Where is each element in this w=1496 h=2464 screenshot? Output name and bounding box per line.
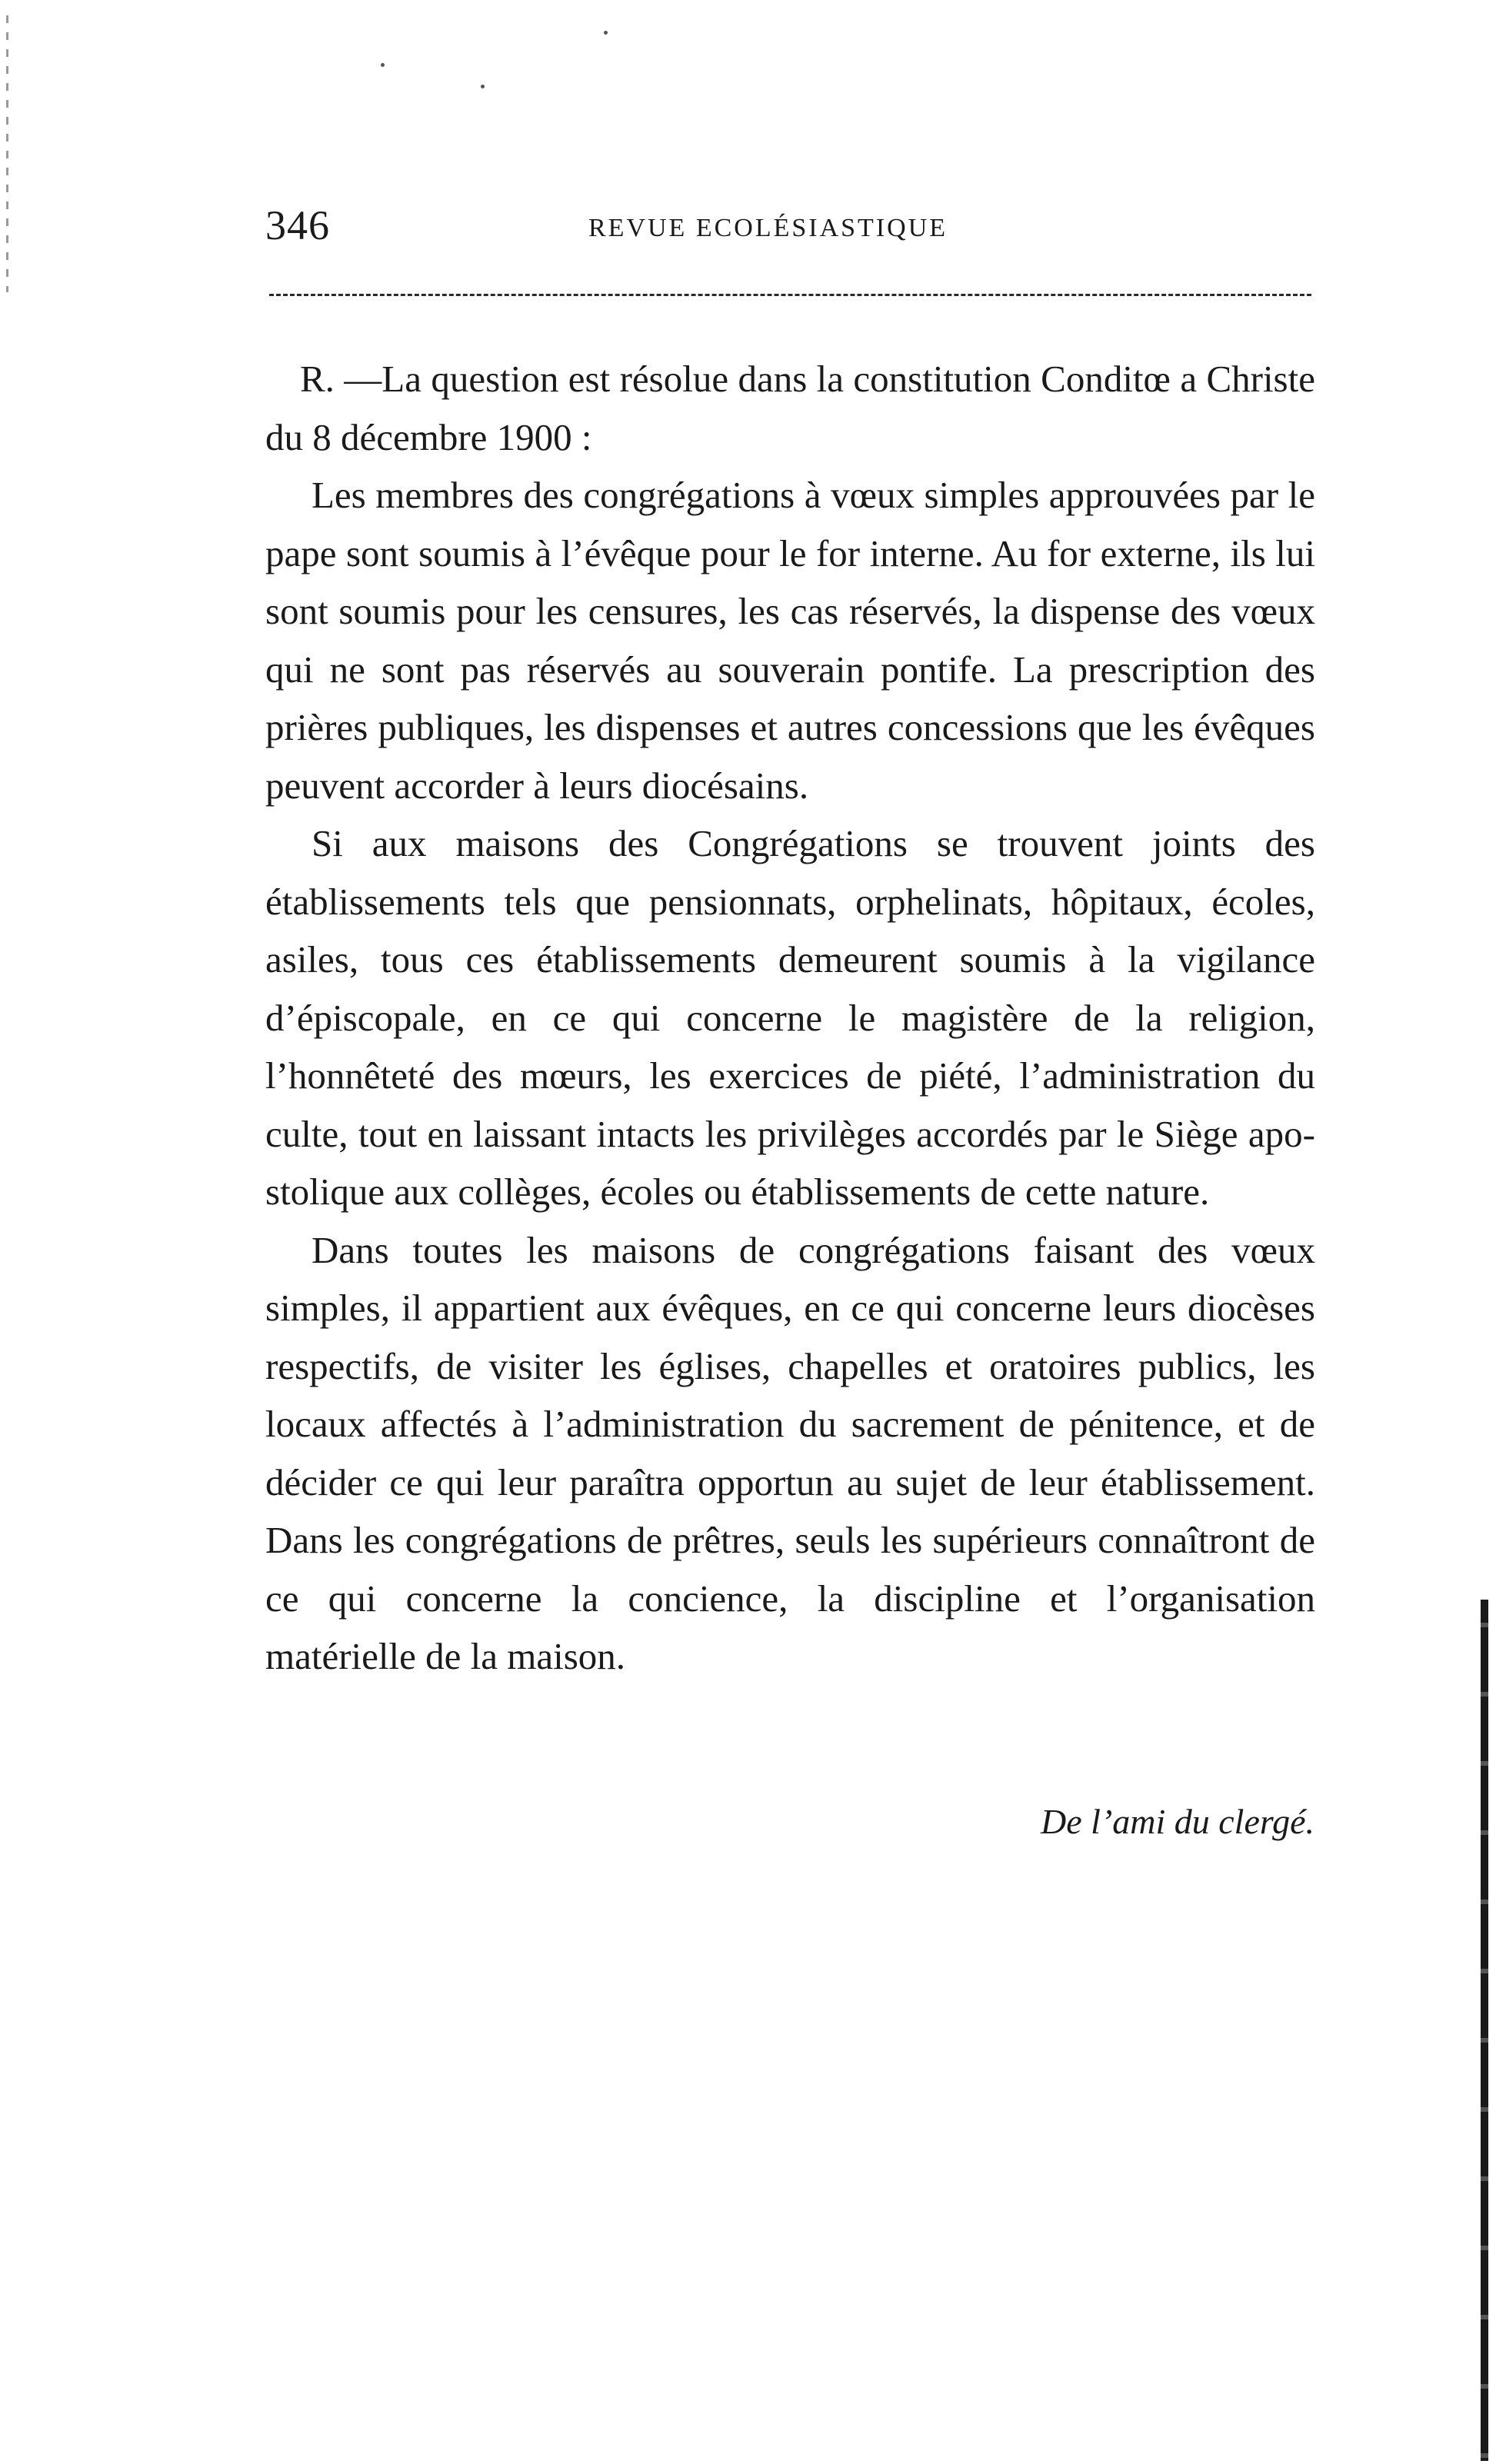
left-edge-scan-mark bbox=[6, 15, 8, 292]
page-number: 346 bbox=[265, 202, 330, 248]
header-rule bbox=[269, 294, 1311, 296]
scan-speck bbox=[481, 85, 485, 88]
body-text bbox=[265, 350, 1315, 1686]
paragraph-question-answer: R. —La question est résolue dans la constitution Conditœ a Christe du 8 décembre 1900 : bbox=[265, 358, 1315, 458]
paragraph-members: Les membres des congrégations à vœux simples approuvées par le pape sont soumis à l’évêque pour le for interne. Au for externe, ils lui sont soumis pour les censures, les cas réservés, la dispense des vœux qui ne sont pas réservés au souverain pontife. La prescription des prières publiques, les dispenses et autres concessions que les évêques peuvent accorder à leurs diocésains. bbox=[265, 474, 1315, 807]
attribution: De l’ami du clergé. bbox=[1041, 1802, 1314, 1841]
running-title: REVUE ECOLÉSIASTIQUE bbox=[588, 214, 948, 242]
scan-speck bbox=[604, 31, 608, 35]
scan-speck bbox=[381, 63, 385, 67]
paragraph-establishments: Si aux maisons des Congrégations se trouvent joints des établissements tels que pensionnats, orphelinats, hôpitaux, écoles, asiles, tous ces établissements demeurent soumis à la vigilance d’épiscopale, en ce qui concerne le magistère de la religion, l’honnêteté des mœurs, les exercices de piété, l’administration du culte, tout en laissant intacts les privilèges accordés par le Siège apostolique aux collèges, écoles ou établissements de cette nature. bbox=[265, 822, 1315, 1213]
page-header bbox=[265, 201, 1311, 263]
right-edge-scan-mark bbox=[1481, 1600, 1488, 2461]
paragraph-bishops-visits: Dans toutes les maisons de congrégations faisant des vœux simples, il appartient aux évêques, en ce qui concerne leurs diocèses respectifs, de visiter les églises, chapelles et oratoires publics, les locaux affectés à l’administration du sacrement de pénitence, et de décider ce qui leur paraîtra opportun au sujet de leur établissement. Dans les congrégations de prêtres, seuls les supérieurs connaîtront de ce qui concerne la concience, la discipline et l’organisation matérielle de la maison. bbox=[265, 1228, 1315, 1677]
